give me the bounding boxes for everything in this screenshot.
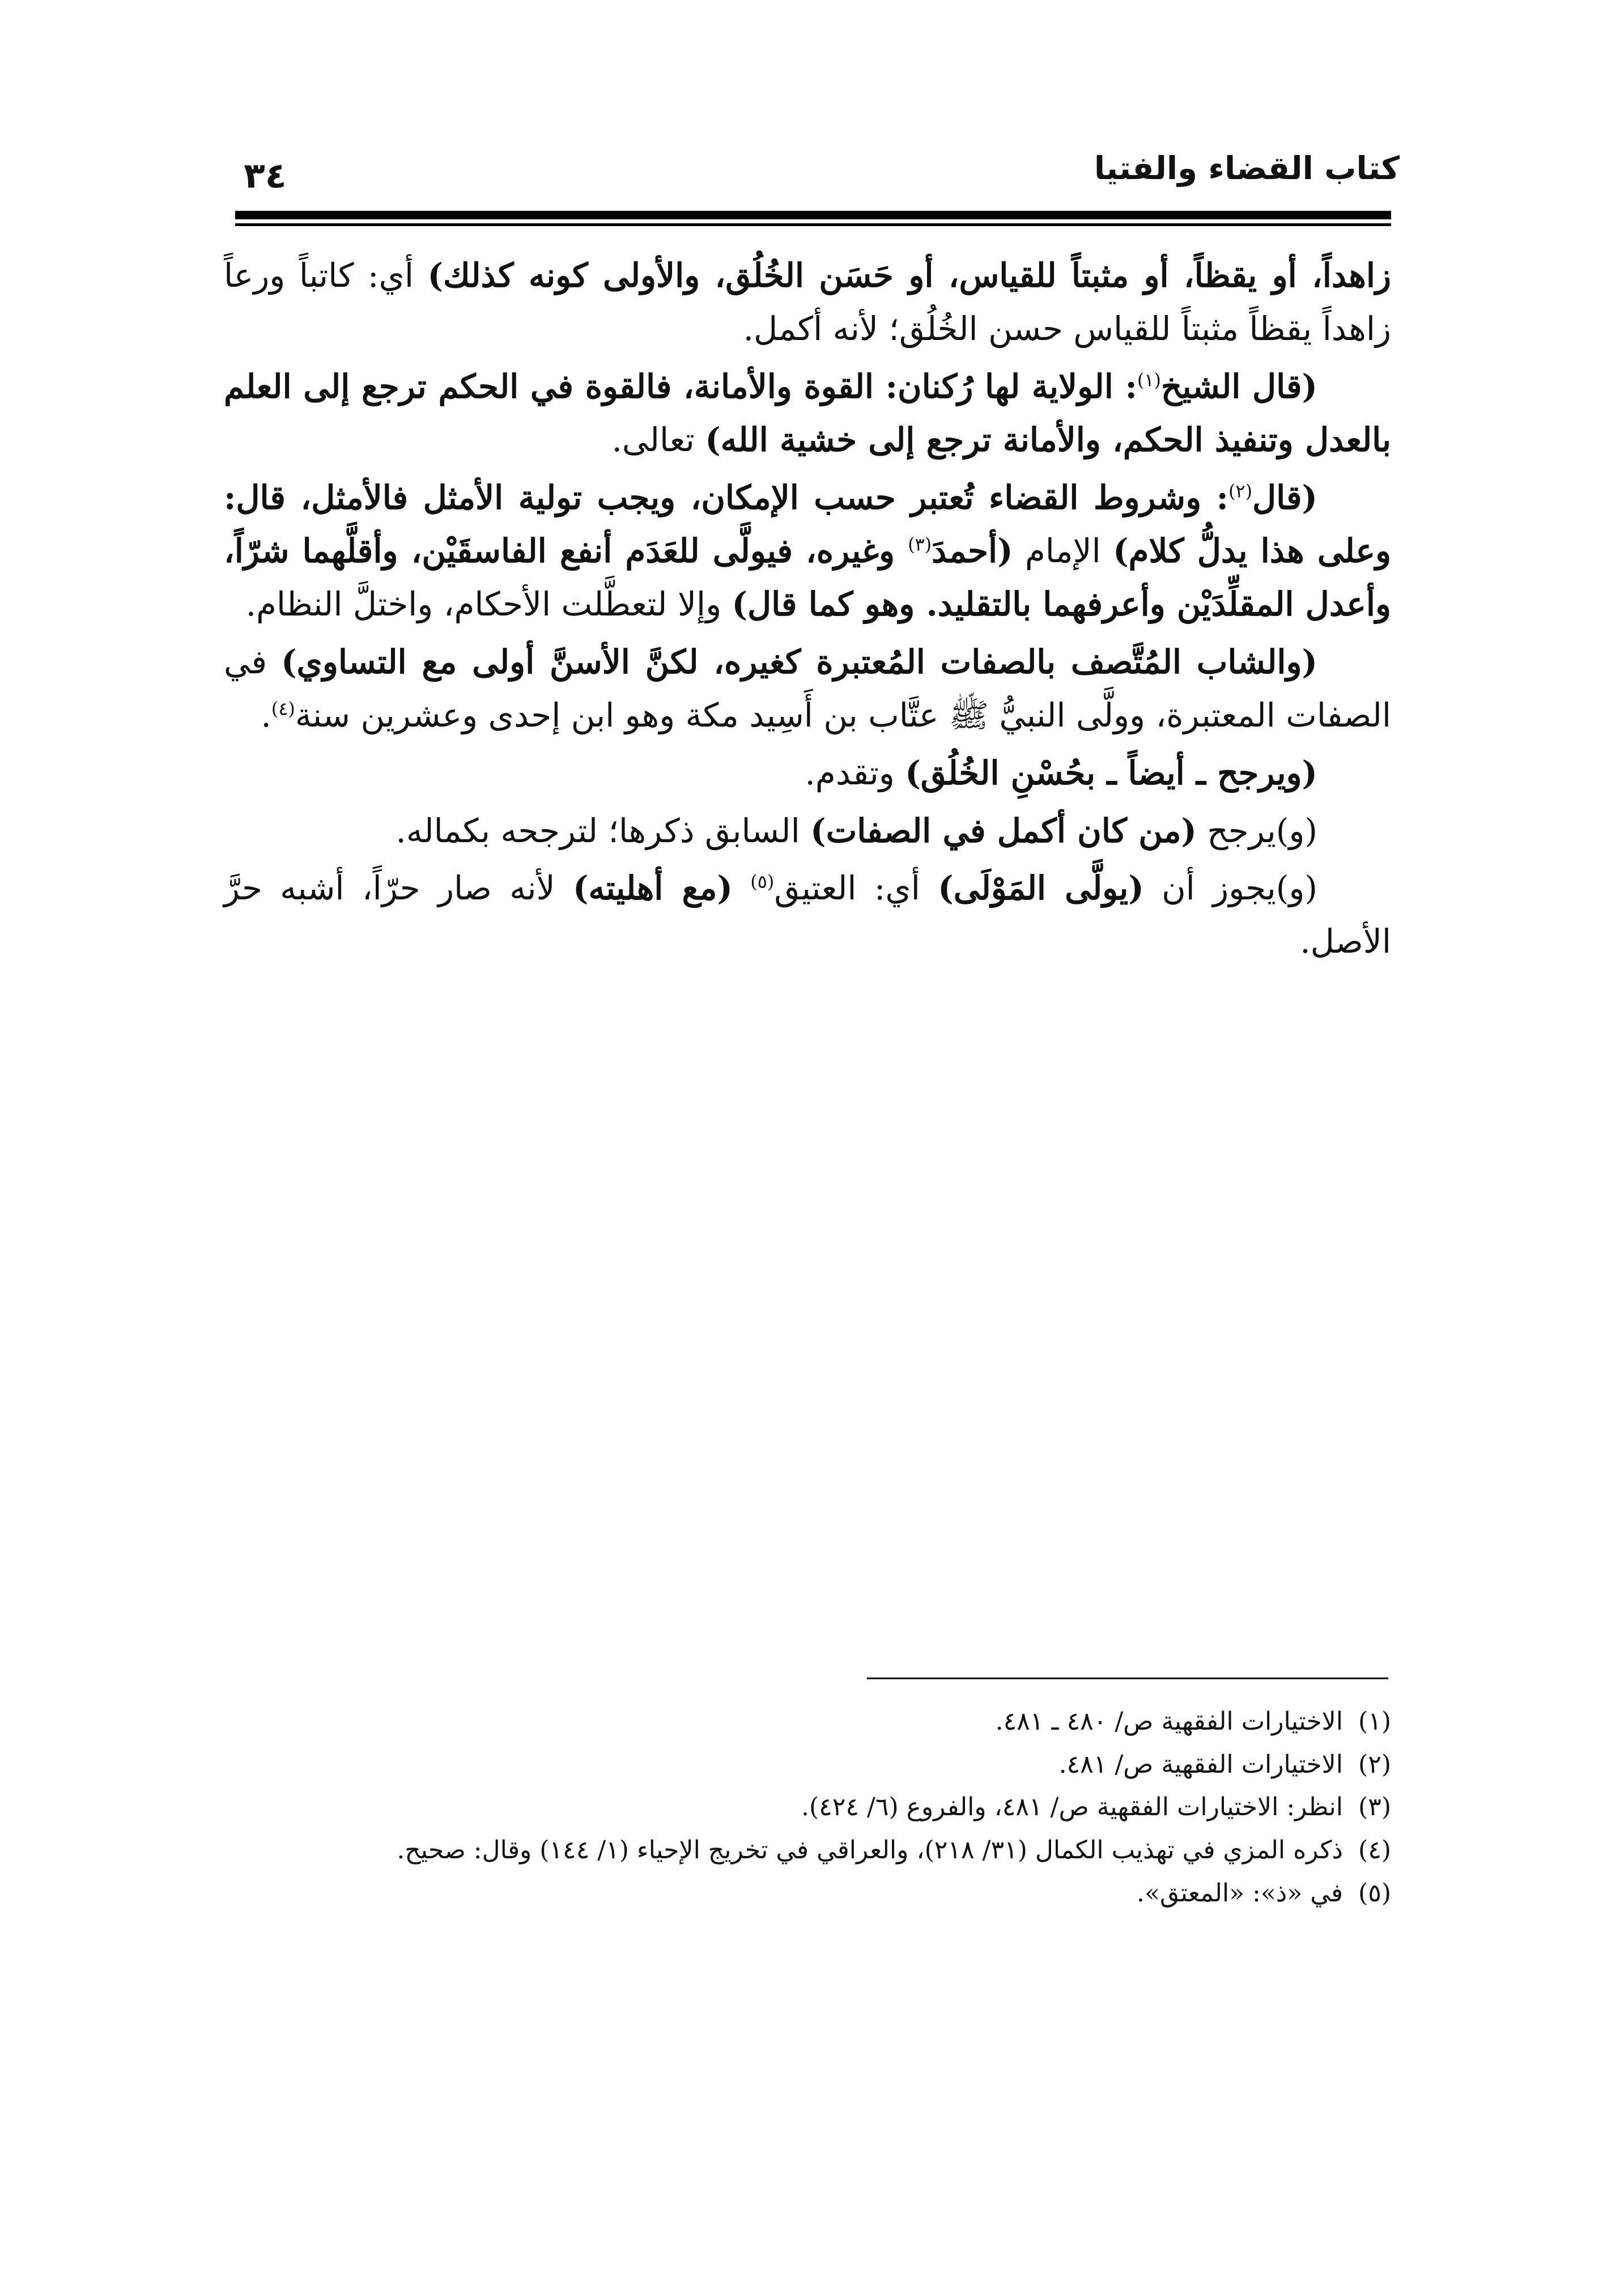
paragraph-6 [224, 805, 1391, 858]
footnote-number: (٤) [1358, 1836, 1391, 1865]
footnote-2 [224, 1743, 1391, 1786]
commentary-text: تعالى. [611, 420, 705, 459]
main-text [224, 249, 1391, 973]
matn-text: : وشروط القضاء تُعتبر حسب الإمكان، ويجب تولية الأمثل فالأمثل، قال: وعلى هذا يدلُّ كلام) [224, 478, 1391, 570]
footnote-ref[interactable]: (٤) [271, 698, 295, 720]
footnote-4 [224, 1829, 1391, 1872]
footnote-1 [224, 1700, 1391, 1743]
commentary-text: الإمام [1013, 531, 1113, 570]
header-rule-thick [235, 211, 1391, 219]
commentary-text: أي: العتيق [774, 869, 938, 908]
paragraph-2 [224, 360, 1391, 467]
header-rule-thin [235, 223, 1391, 226]
commentary-text: لأنه صار حرّاً، أشبه حرَّ الأصل. [224, 869, 1391, 961]
matn-text: (من كان أكمل في الصفات) [810, 811, 1197, 850]
page-number: ٣٤ [244, 155, 287, 196]
commentary-text: أي: كاتباً ورعاً زاهداً يقظاً مثبتاً للقياس حسن الخُلُق؛ لأنه أكمل. [224, 256, 1391, 348]
commentary-text: . [261, 695, 271, 734]
commentary-text: في الصفات المعتبرة، وولَّى النبيُّ ﷺ عتَّاب بن أَسِيد مكة وهو ابن إحدى وعشرين سنة [224, 642, 1391, 734]
footnote-3 [224, 1786, 1391, 1829]
commentary-text: السابق ذكرها؛ لترجحه بكماله. [396, 811, 811, 850]
footnote-number: (٥) [1358, 1878, 1391, 1908]
footnote-5 [224, 1872, 1391, 1915]
footnotes [224, 1700, 1391, 1914]
footnote-text: في «ذ»: «المعتق». [1136, 1878, 1343, 1908]
matn-text: وغيره، فيولَّى للعَدَم أنفع الفاسقَيْن، وأقلَّهما شرّاً، وأعدل المقلِّدَيْن وأعرفهما بالتقليد. وهو كما قال) [224, 531, 1391, 623]
footnote-number: (٣) [1358, 1793, 1391, 1822]
commentary-text: (و)يجوز أن [1143, 869, 1317, 908]
footnote-ref[interactable]: (٣) [908, 533, 932, 555]
matn-text: (مع أهليته) [572, 869, 733, 908]
matn-text: (يولَّى المَوْلَى) [938, 869, 1144, 908]
paragraph-5 [224, 747, 1391, 800]
matn-text: (ويرجح ـ أيضاً ـ بحُسْنِ الخُلُق) [905, 753, 1317, 792]
matn-text: : الولاية لها رُكنان: القوة والأمانة، فالقوة في الحكم ترجع إلى العلم بالعدل وتنفيذ الحكم، والأمانة ترجع إلى خشية الله) [224, 367, 1391, 459]
footnote-number: (٢) [1358, 1750, 1391, 1779]
matn-text: (قال الشيخ [1160, 367, 1317, 406]
commentary-text [733, 869, 750, 907]
page-header [244, 150, 1400, 201]
footnote-text: الاختيارات الفقهية ص/ ٤٨١. [1058, 1750, 1343, 1779]
footnote-ref[interactable]: (١) [1137, 369, 1161, 391]
footnote-separator [867, 1678, 1388, 1679]
footnote-ref[interactable]: (٥) [750, 871, 775, 893]
matn-text: (أحمدَ [932, 531, 1013, 570]
commentary-text: وإلا لتعطَّلت الأحكام، واختلَّ النظام. [245, 584, 732, 623]
footnote-text: الاختيارات الفقهية ص/ ٤٨٠ ـ ٤٨١. [995, 1707, 1343, 1736]
matn-text: (قال [1252, 478, 1317, 517]
paragraph-3 [224, 472, 1391, 631]
book-title: كتاب القضاء والفتيا [1094, 150, 1400, 187]
matn-text: زاهداً، أو يقظاً، أو مثبتاً للقياس، أو حَسَن الخُلُق، والأولى كونه كذلك) [427, 256, 1391, 295]
paragraph-7 [224, 862, 1391, 969]
matn-text: (والشاب المُتَّصف بالصفات المُعتبرة كغيره، لكنَّ الأسنَّ أولى مع التساوي) [281, 642, 1317, 681]
paragraph-4 [224, 636, 1391, 742]
commentary-text: (و)يرجح [1196, 811, 1317, 850]
footnote-text: ذكره المزي في تهذيب الكمال (٣١/ ٢١٨)، والعراقي في تخريج الإحياء (١/ ١٤٤) وقال: صحيح. [397, 1836, 1343, 1865]
footnote-number: (١) [1358, 1707, 1391, 1736]
footnote-text: انظر: الاختيارات الفقهية ص/ ٤٨١، والفروع (٦/ ٤٢٤). [801, 1793, 1343, 1822]
commentary-text: وتقدم. [805, 753, 905, 792]
paragraph-1 [224, 249, 1391, 356]
footnote-ref[interactable]: (٢) [1228, 480, 1253, 502]
